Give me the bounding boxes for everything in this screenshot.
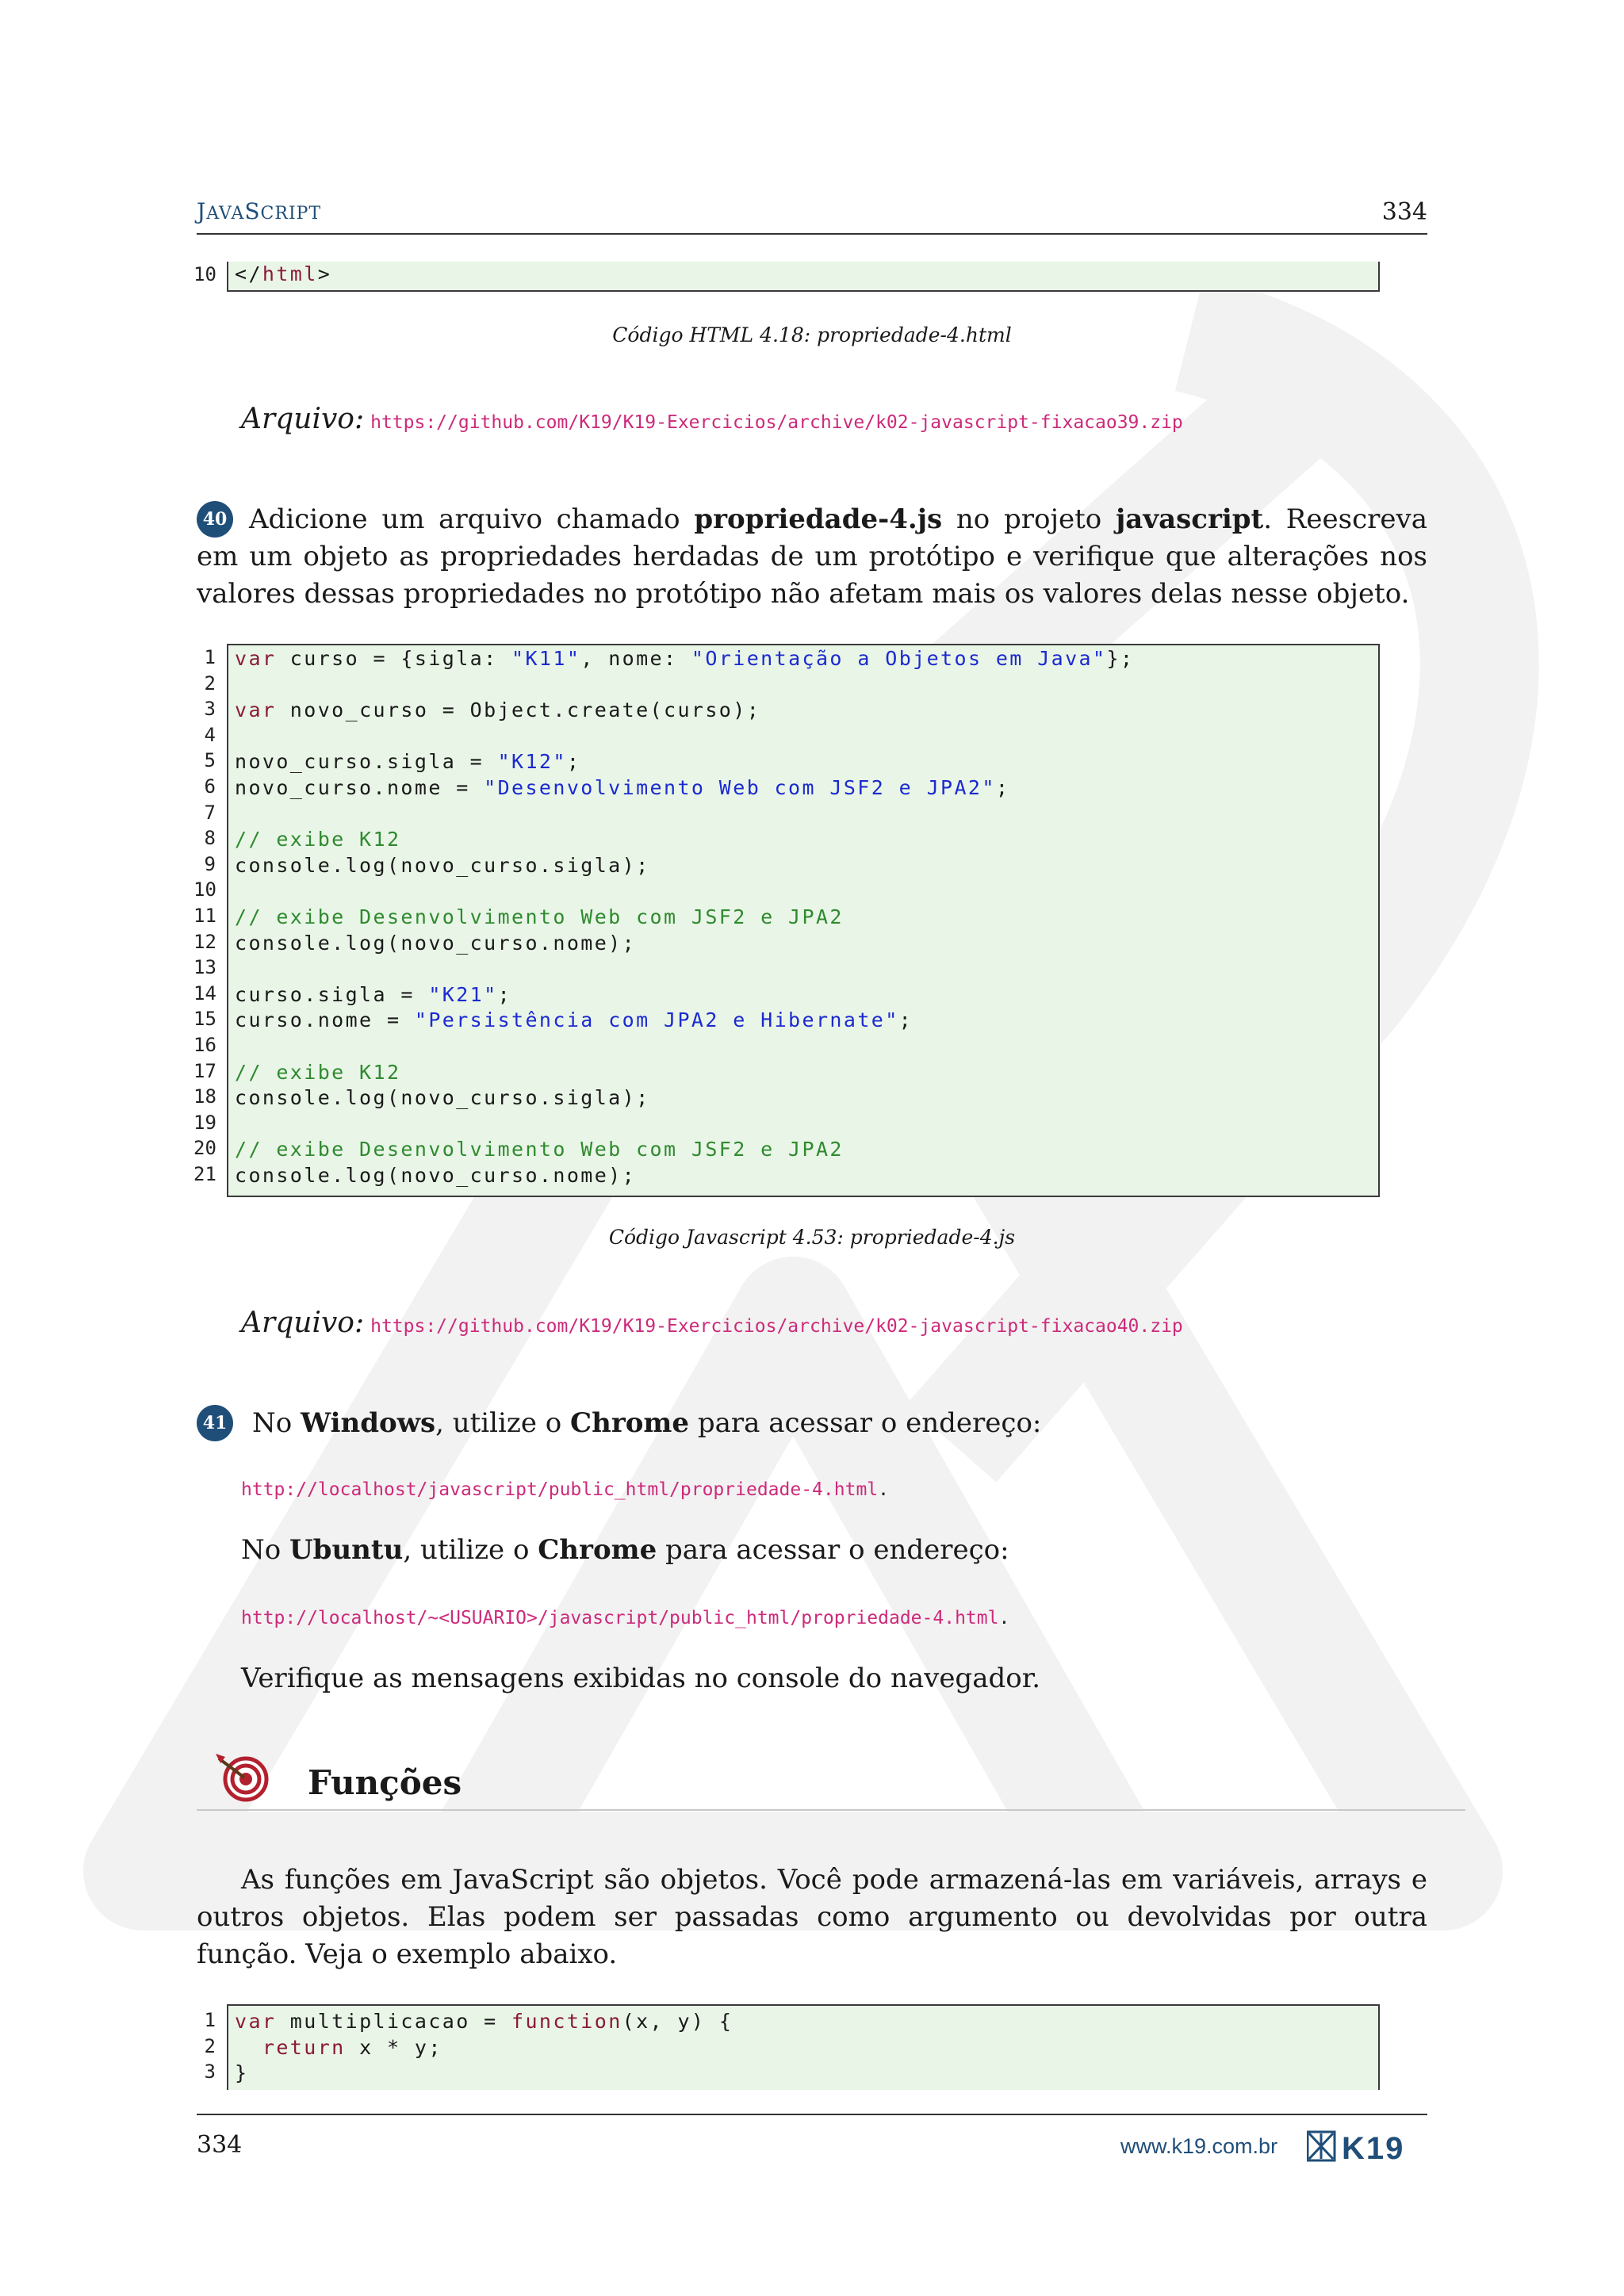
exercise-badge-40: 40 xyxy=(197,501,233,538)
code-token: novo_curso = Object.create(curso); xyxy=(276,698,761,722)
code-line xyxy=(228,2009,733,2035)
code-token: novo_curso.sigla = xyxy=(235,750,498,774)
exercise-41-ubuntu-segment: Chrome xyxy=(538,1534,657,1566)
code-line xyxy=(228,1060,400,1086)
exercise-40-segment: propriedade-4.js xyxy=(694,503,943,535)
code-line-number: 3 xyxy=(204,698,216,721)
ubuntu-url[interactable]: http://localhost/~<USUARIO>/javascript/public_html/propriedade-4.html xyxy=(241,1608,999,1628)
code-line-number: 9 xyxy=(204,852,216,875)
exercise-40-segment: javascript xyxy=(1115,503,1264,535)
exercise-41-ubuntu-segment: No xyxy=(241,1534,290,1566)
code-line-number: 20 xyxy=(193,1137,216,1160)
code-caption-html: Código HTML 4.18: propriedade-4.html xyxy=(612,323,1012,346)
code-line-number: 18 xyxy=(193,1085,216,1108)
code-token: ; xyxy=(898,1008,914,1032)
code-line-number: 19 xyxy=(193,1111,216,1134)
code-line xyxy=(228,2061,248,2087)
code-line xyxy=(228,802,235,828)
code-token: x * y; xyxy=(345,2035,442,2059)
code-token: "Orientação a Objetos em Java" xyxy=(691,647,1107,670)
arquivo-url[interactable]: https://github.com/K19/K19-Exercicios/archive/k02-javascript-fixacao40.zip xyxy=(370,1316,1183,1337)
code-token: curso.nome = xyxy=(235,1008,415,1032)
code-token: "Desenvolvimento Web com JSF2 e JPA2" xyxy=(484,776,996,799)
exercise-41-ubuntu-segment: para acessar o endereço: xyxy=(657,1534,1009,1566)
code-line-number: 5 xyxy=(204,749,216,772)
code-token: ; xyxy=(566,750,581,774)
exercise-40-segment: no projeto xyxy=(942,503,1116,535)
code-token: // exibe Desenvolvimento Web com JSF2 e JPA2 xyxy=(235,1138,844,1161)
code-line-number: 1 xyxy=(204,2009,216,2031)
exercise-40-text xyxy=(197,501,1427,613)
code-box xyxy=(227,2004,1380,2090)
target-dart-icon xyxy=(214,1751,271,1803)
code-token: multiplicacao = xyxy=(276,2010,512,2033)
exercise-41-windows-segment: , utilize o xyxy=(435,1407,571,1439)
code-line xyxy=(228,1085,650,1112)
arquivo-label: Arquivo: xyxy=(241,403,365,435)
code-line-number: 6 xyxy=(204,775,216,798)
windows-url-line: http://localhost/javascript/public_html/propriedade-4.html. xyxy=(241,1479,889,1500)
code-line xyxy=(228,956,235,982)
code-token: var xyxy=(235,647,277,670)
footer-page-number: 334 xyxy=(197,2131,243,2159)
code-token: html xyxy=(262,262,318,285)
code-line-number: 2 xyxy=(204,2034,216,2057)
running-header-title: JAVASCRIPT xyxy=(197,198,322,224)
k19-logo-icon xyxy=(1307,2130,1427,2163)
footer-site-link[interactable]: www.k19.com.br xyxy=(1120,2134,1278,2158)
exercise-41-windows-segment: Chrome xyxy=(570,1407,690,1439)
section-intro: As funções em JavaScript são objetos. Você pode armazená-las em variáveis, arrays e outros objetos. Elas podem ser passadas como argumento ou devolvidas por outra função. Veja o exemplo abaixo. xyxy=(197,1864,1427,1970)
header-rule xyxy=(197,233,1427,235)
code-token: console.log(novo_curso.sigla); xyxy=(235,853,650,877)
code-token: ; xyxy=(497,982,512,1006)
section-title: Funções xyxy=(308,1763,462,1802)
exercise-41-ubuntu-text xyxy=(241,1532,1427,1569)
code-token: (x, y) { xyxy=(622,2010,733,2033)
code-token: // exibe Desenvolvimento Web com JSF2 e JPA2 xyxy=(235,905,844,928)
code-token: }; xyxy=(1106,647,1135,670)
code-line xyxy=(228,646,1134,672)
code-line xyxy=(228,905,844,931)
code-token: // exibe K12 xyxy=(235,1060,401,1084)
code-token: console.log(novo_curso.sigla); xyxy=(235,1086,650,1110)
exercise-40-segment: . Reescreva em um objeto as propriedades herdadas de um protótipo e verifique que alterações nos valores dessas propriedades no protótipo não afetam mais os valores delas nesse objeto. xyxy=(197,503,1427,610)
code-line xyxy=(228,982,511,1008)
code-token xyxy=(235,2036,262,2059)
verify-text: Verifique as mensagens exibidas no console do navegador. xyxy=(241,1663,1041,1694)
code-line xyxy=(228,1008,913,1034)
code-line-number: 10 xyxy=(193,263,216,285)
code-line xyxy=(228,1163,636,1189)
code-line xyxy=(228,724,235,750)
code-line-number: 14 xyxy=(193,982,216,1004)
code-line xyxy=(228,775,1009,802)
arquivo-39 xyxy=(241,403,1183,435)
exercise-40-segment: Adicione um arquivo chamado xyxy=(249,503,695,535)
code-line xyxy=(228,1034,235,1060)
k19-logo xyxy=(1307,2130,1427,2163)
header-page-number: 334 xyxy=(1381,198,1427,226)
code-line-number: 15 xyxy=(193,1008,216,1031)
exercise-41-ubuntu-segment: Ubuntu xyxy=(289,1534,404,1566)
code-line-number: 8 xyxy=(204,827,216,850)
code-token: "K12" xyxy=(497,750,567,774)
code-line-number: 2 xyxy=(204,672,216,695)
ubuntu-url-line: http://localhost/~<USUARIO>/javascript/public_html/propriedade-4.html. xyxy=(241,1608,1010,1628)
code-line xyxy=(228,827,400,853)
code-token: </ xyxy=(235,262,262,285)
code-line xyxy=(228,262,331,288)
code-token: "K11" xyxy=(511,647,581,670)
exercise-41-windows-segment: para acessar o endereço: xyxy=(689,1407,1042,1439)
code-line xyxy=(228,749,580,775)
code-token: return xyxy=(262,2035,346,2059)
code-line-number: 17 xyxy=(193,1059,216,1082)
code-token: "Persistência com JPA2 e Hibernate" xyxy=(414,1008,899,1032)
code-token: "K21" xyxy=(428,982,498,1006)
code-line-number: 1 xyxy=(204,646,216,668)
code-line-number: 16 xyxy=(193,1034,216,1056)
arquivo-label: Arquivo: xyxy=(241,1307,365,1339)
code-token: function xyxy=(511,2010,622,2033)
code-line xyxy=(228,2035,442,2061)
code-caption-js: Código Javascript 4.53: propriedade-4.js xyxy=(608,1226,1016,1249)
code-token: curso.sigla = xyxy=(235,982,429,1006)
code-line-number: 13 xyxy=(193,956,216,979)
code-line xyxy=(228,672,235,698)
exercise-41-windows-segment: Windows xyxy=(301,1407,436,1439)
code-token: ; xyxy=(995,776,1010,799)
code-token: console.log(novo_curso.nome); xyxy=(235,931,637,955)
code-token: curso = {sigla: xyxy=(276,647,512,670)
code-line xyxy=(228,853,650,879)
exercise-41-windows-text xyxy=(252,1405,1426,1442)
code-line-number: 10 xyxy=(193,878,216,901)
exercise-41-windows-segment: No xyxy=(252,1407,301,1439)
code-line xyxy=(228,698,760,724)
exercise-badge-41: 41 xyxy=(197,1405,233,1441)
code-line xyxy=(228,1137,844,1163)
arquivo-url[interactable]: https://github.com/K19/K19-Exercicios/archive/k02-javascript-fixacao39.zip xyxy=(370,412,1183,433)
code-line-number: 11 xyxy=(193,905,216,927)
code-line-number: 12 xyxy=(193,930,216,953)
code-token: novo_curso.nome = xyxy=(235,776,485,799)
code-token: } xyxy=(235,2061,249,2085)
code-line xyxy=(228,1112,235,1138)
code-token: , nome: xyxy=(580,647,691,670)
code-line xyxy=(228,878,235,905)
code-token: console.log(novo_curso.nome); xyxy=(235,1164,637,1187)
section-rule xyxy=(197,1809,1465,1811)
code-line-number: 4 xyxy=(204,723,216,746)
code-box xyxy=(227,262,1380,292)
code-box xyxy=(227,644,1380,1197)
code-token: var xyxy=(235,2010,277,2033)
footer-rule xyxy=(197,2114,1427,2115)
code-line xyxy=(228,931,636,957)
windows-url[interactable]: http://localhost/javascript/public_html/propriedade-4.html xyxy=(241,1479,879,1500)
code-line-number: 21 xyxy=(193,1163,216,1185)
code-token: // exibe K12 xyxy=(235,828,401,851)
code-token: var xyxy=(235,698,277,722)
code-line-number: 3 xyxy=(204,2061,216,2084)
code-line-number: 7 xyxy=(204,801,216,824)
exercise-41-ubuntu-segment: , utilize o xyxy=(403,1534,538,1566)
svg-text:K19: K19 xyxy=(1342,2131,1405,2163)
code-token: > xyxy=(317,262,332,285)
arquivo-40 xyxy=(241,1307,1183,1339)
